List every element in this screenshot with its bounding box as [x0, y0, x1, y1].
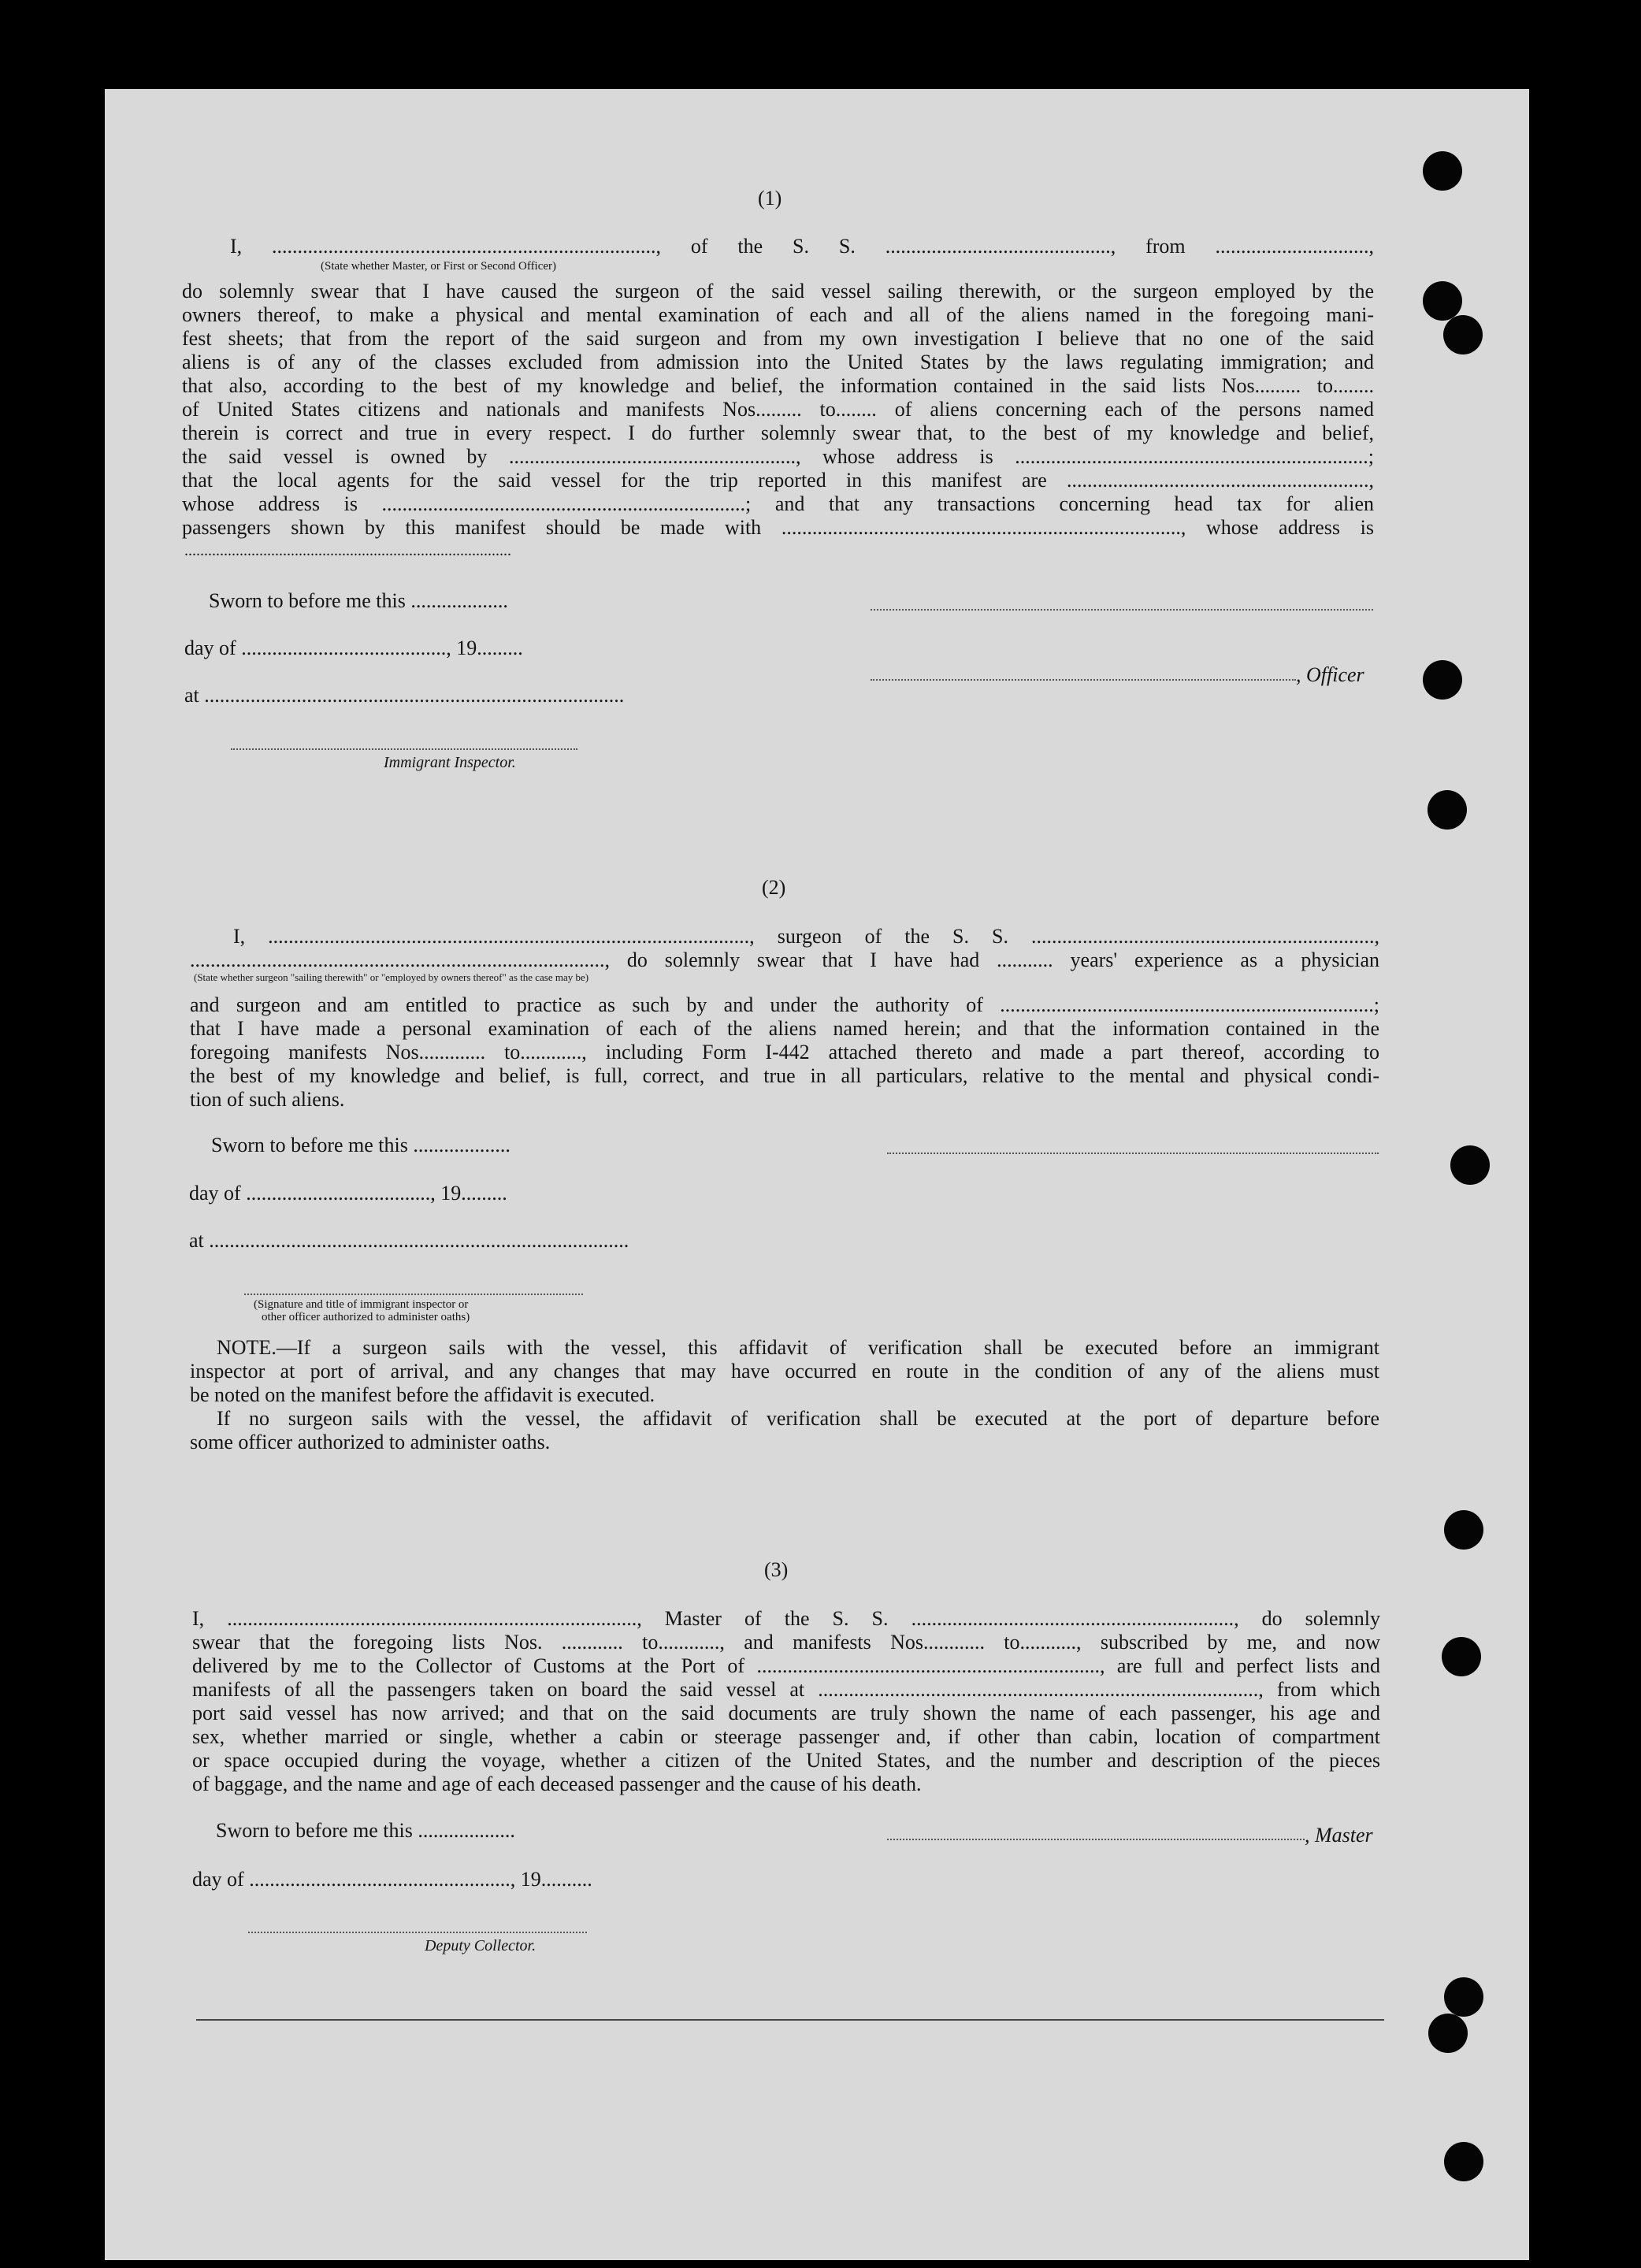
section2-header: I, .............................................................................................., surgeon of the S. S. ...................................................................,: [233, 925, 1379, 948]
body-line: tion of such aliens.: [190, 1088, 345, 1111]
body-line: delivered by me to the Collector of Customs at the Port of ..................................................................., are full and perfect lists and: [192, 1654, 1380, 1677]
body-line: or space occupied during the voyage, whether a citizen of the United States, and the number and description of the pieces: [192, 1749, 1380, 1772]
body-line: aliens is of any of the classes excluded from admission into the United States by the laws regulating immigration; and: [182, 351, 1374, 373]
punch-hole: [1444, 1977, 1483, 2017]
note-line: NOTE.—If a surgeon sails with the vessel, this affidavit of verification shall be executed before an immigrant: [217, 1336, 1379, 1359]
body-line: therein is correct and true in every respect. I do further solemnly swear that, to the best of my knowledge and belief,: [182, 421, 1374, 444]
body-line: whose address is .......................................................................; and that any transactions concerning head tax for alien: [182, 492, 1374, 515]
bottom-rule: [196, 2019, 1384, 2021]
section-number: (3): [764, 1558, 789, 1581]
body-line: the said vessel is owned by ........................................................, whose address is .....................................................................;: [182, 445, 1374, 468]
body-line: of baggage, and the name and age of each deceased passenger and the cause of his death.: [192, 1772, 922, 1795]
signature-note: other officer authorized to administer oaths): [262, 1311, 470, 1323]
master-role: , Master: [1305, 1824, 1373, 1847]
note-line: some officer authorized to administer oaths.: [190, 1431, 551, 1453]
sworn-line: Sworn to before me this ...................: [216, 1819, 515, 1842]
body-line: foregoing manifests Nos............. to............, including Form I-442 attached thereto and made a part thereof, according to: [190, 1041, 1379, 1063]
body-line: passengers shown by this manifest should be made with .............................................................................., whose address is: [182, 516, 1374, 539]
body-line: and surgeon and am entitled to practice as such by and under the authority of .........................................................................;: [190, 993, 1379, 1016]
punch-hole: [1423, 660, 1462, 700]
punch-hole: [1444, 2142, 1483, 2181]
inspector-signature-line: [244, 1294, 583, 1295]
at-line: at ..................................................................................: [189, 1229, 629, 1252]
inspector-signature-line: [231, 748, 577, 750]
body-line: that I have made a personal examination of each of the aliens named herein; and that the information contained in the: [190, 1017, 1379, 1040]
master-note: (State whether Master, or First or Second Officer): [321, 260, 557, 273]
body-line: that also, according to the best of my knowledge and belief, the information contained in the said lists Nos......... to........: [182, 374, 1374, 397]
sworn-line: Sworn to before me this ...................: [209, 589, 508, 612]
punch-hole: [1444, 1510, 1483, 1550]
punch-hole: [1428, 2014, 1468, 2053]
day-line: day of ........................................, 19.........: [184, 637, 523, 659]
punch-hole: [1428, 790, 1467, 830]
note-line: be noted on the manifest before the affidavit is executed.: [190, 1383, 655, 1406]
surgeon-note: (State whether surgeon "sailing therewith" or "employed by owners thereof" as the case may be): [194, 971, 589, 983]
officer-signature-line-2: [871, 679, 1296, 681]
body-line: of United States citizens and nationals and manifests Nos......... to........ of aliens concerning each of the persons named: [182, 398, 1374, 421]
master-signature-line: [887, 1839, 1305, 1840]
body-line: swear that the foregoing lists Nos. ............ to............, and manifests Nos............ to..........., subscribed by me, and now: [192, 1631, 1380, 1654]
body-line: sex, whether married or single, whether a cabin or steerage passenger and, if other than cabin, location of compartment: [192, 1725, 1380, 1748]
at-line: at ..................................................................................: [184, 684, 625, 707]
punch-hole: [1442, 1637, 1481, 1676]
section1-header: I, ..........................................................................., of the S. S. ............................................, from ..............................,: [230, 235, 1374, 258]
section-number: (1): [758, 187, 782, 210]
punch-hole: [1423, 281, 1462, 321]
inspector-role: Immigrant Inspector.: [384, 754, 516, 771]
officer-role: , Officer: [1296, 663, 1364, 686]
collector-signature-line: [248, 1932, 587, 1933]
body-line: that the local agents for the said vessel for the trip reported in this manifest are ...........................................................,: [182, 469, 1374, 492]
body-line: manifests of all the passengers taken on board the said vessel at ......................................................................................, from which: [192, 1678, 1380, 1701]
signature-note: (Signature and title of immigrant inspector or: [254, 1298, 469, 1311]
day-line: day of ..................................................., 19..........: [192, 1868, 592, 1891]
body-line: do solemnly swear that I have caused the surgeon of the said vessel sailing therewith, or the surgeon employed by the: [182, 280, 1374, 303]
body-line: fest sheets; that from the report of the said surgeon and from my own investigation I believe that no one of the said: [182, 327, 1374, 350]
note-line: inspector at port of arrival, and any changes that may have occurred en route in the condition of any of the aliens must: [190, 1360, 1379, 1383]
surgeon-signature-line: [887, 1153, 1379, 1154]
punch-hole: [1450, 1145, 1490, 1185]
punch-hole: [1443, 315, 1483, 354]
officer-signature-line-1: [871, 609, 1373, 611]
section2-line2: ................................................................................., do solemnly swear that I have had ........... years' experience as a physician: [190, 948, 1379, 971]
body-line: owners thereof, to make a physical and mental examination of each and all of the aliens named in the foregoing mani-: [182, 303, 1374, 326]
body-line: I, ................................................................................, Master of the S. S. ..............................................................., do solemnly: [192, 1607, 1380, 1630]
collector-role: Deputy Collector.: [425, 1937, 536, 1954]
sworn-line: Sworn to before me this ...................: [211, 1134, 510, 1156]
note-line: If no surgeon sails with the vessel, the affidavit of verification shall be executed at the port of departure before: [217, 1407, 1379, 1430]
body-line: port said vessel has now arrived; and that on the said documents are truly shown the name of each passenger, his age and: [192, 1702, 1380, 1724]
punch-hole: [1423, 151, 1462, 191]
body-line: ...................................................................................: [184, 542, 511, 559]
day-line: day of ...................................., 19.........: [189, 1182, 507, 1205]
body-line: the best of my knowledge and belief, is full, correct, and true in all particulars, relative to the mental and physical condi-: [190, 1064, 1379, 1087]
section-number: (2): [762, 876, 786, 899]
